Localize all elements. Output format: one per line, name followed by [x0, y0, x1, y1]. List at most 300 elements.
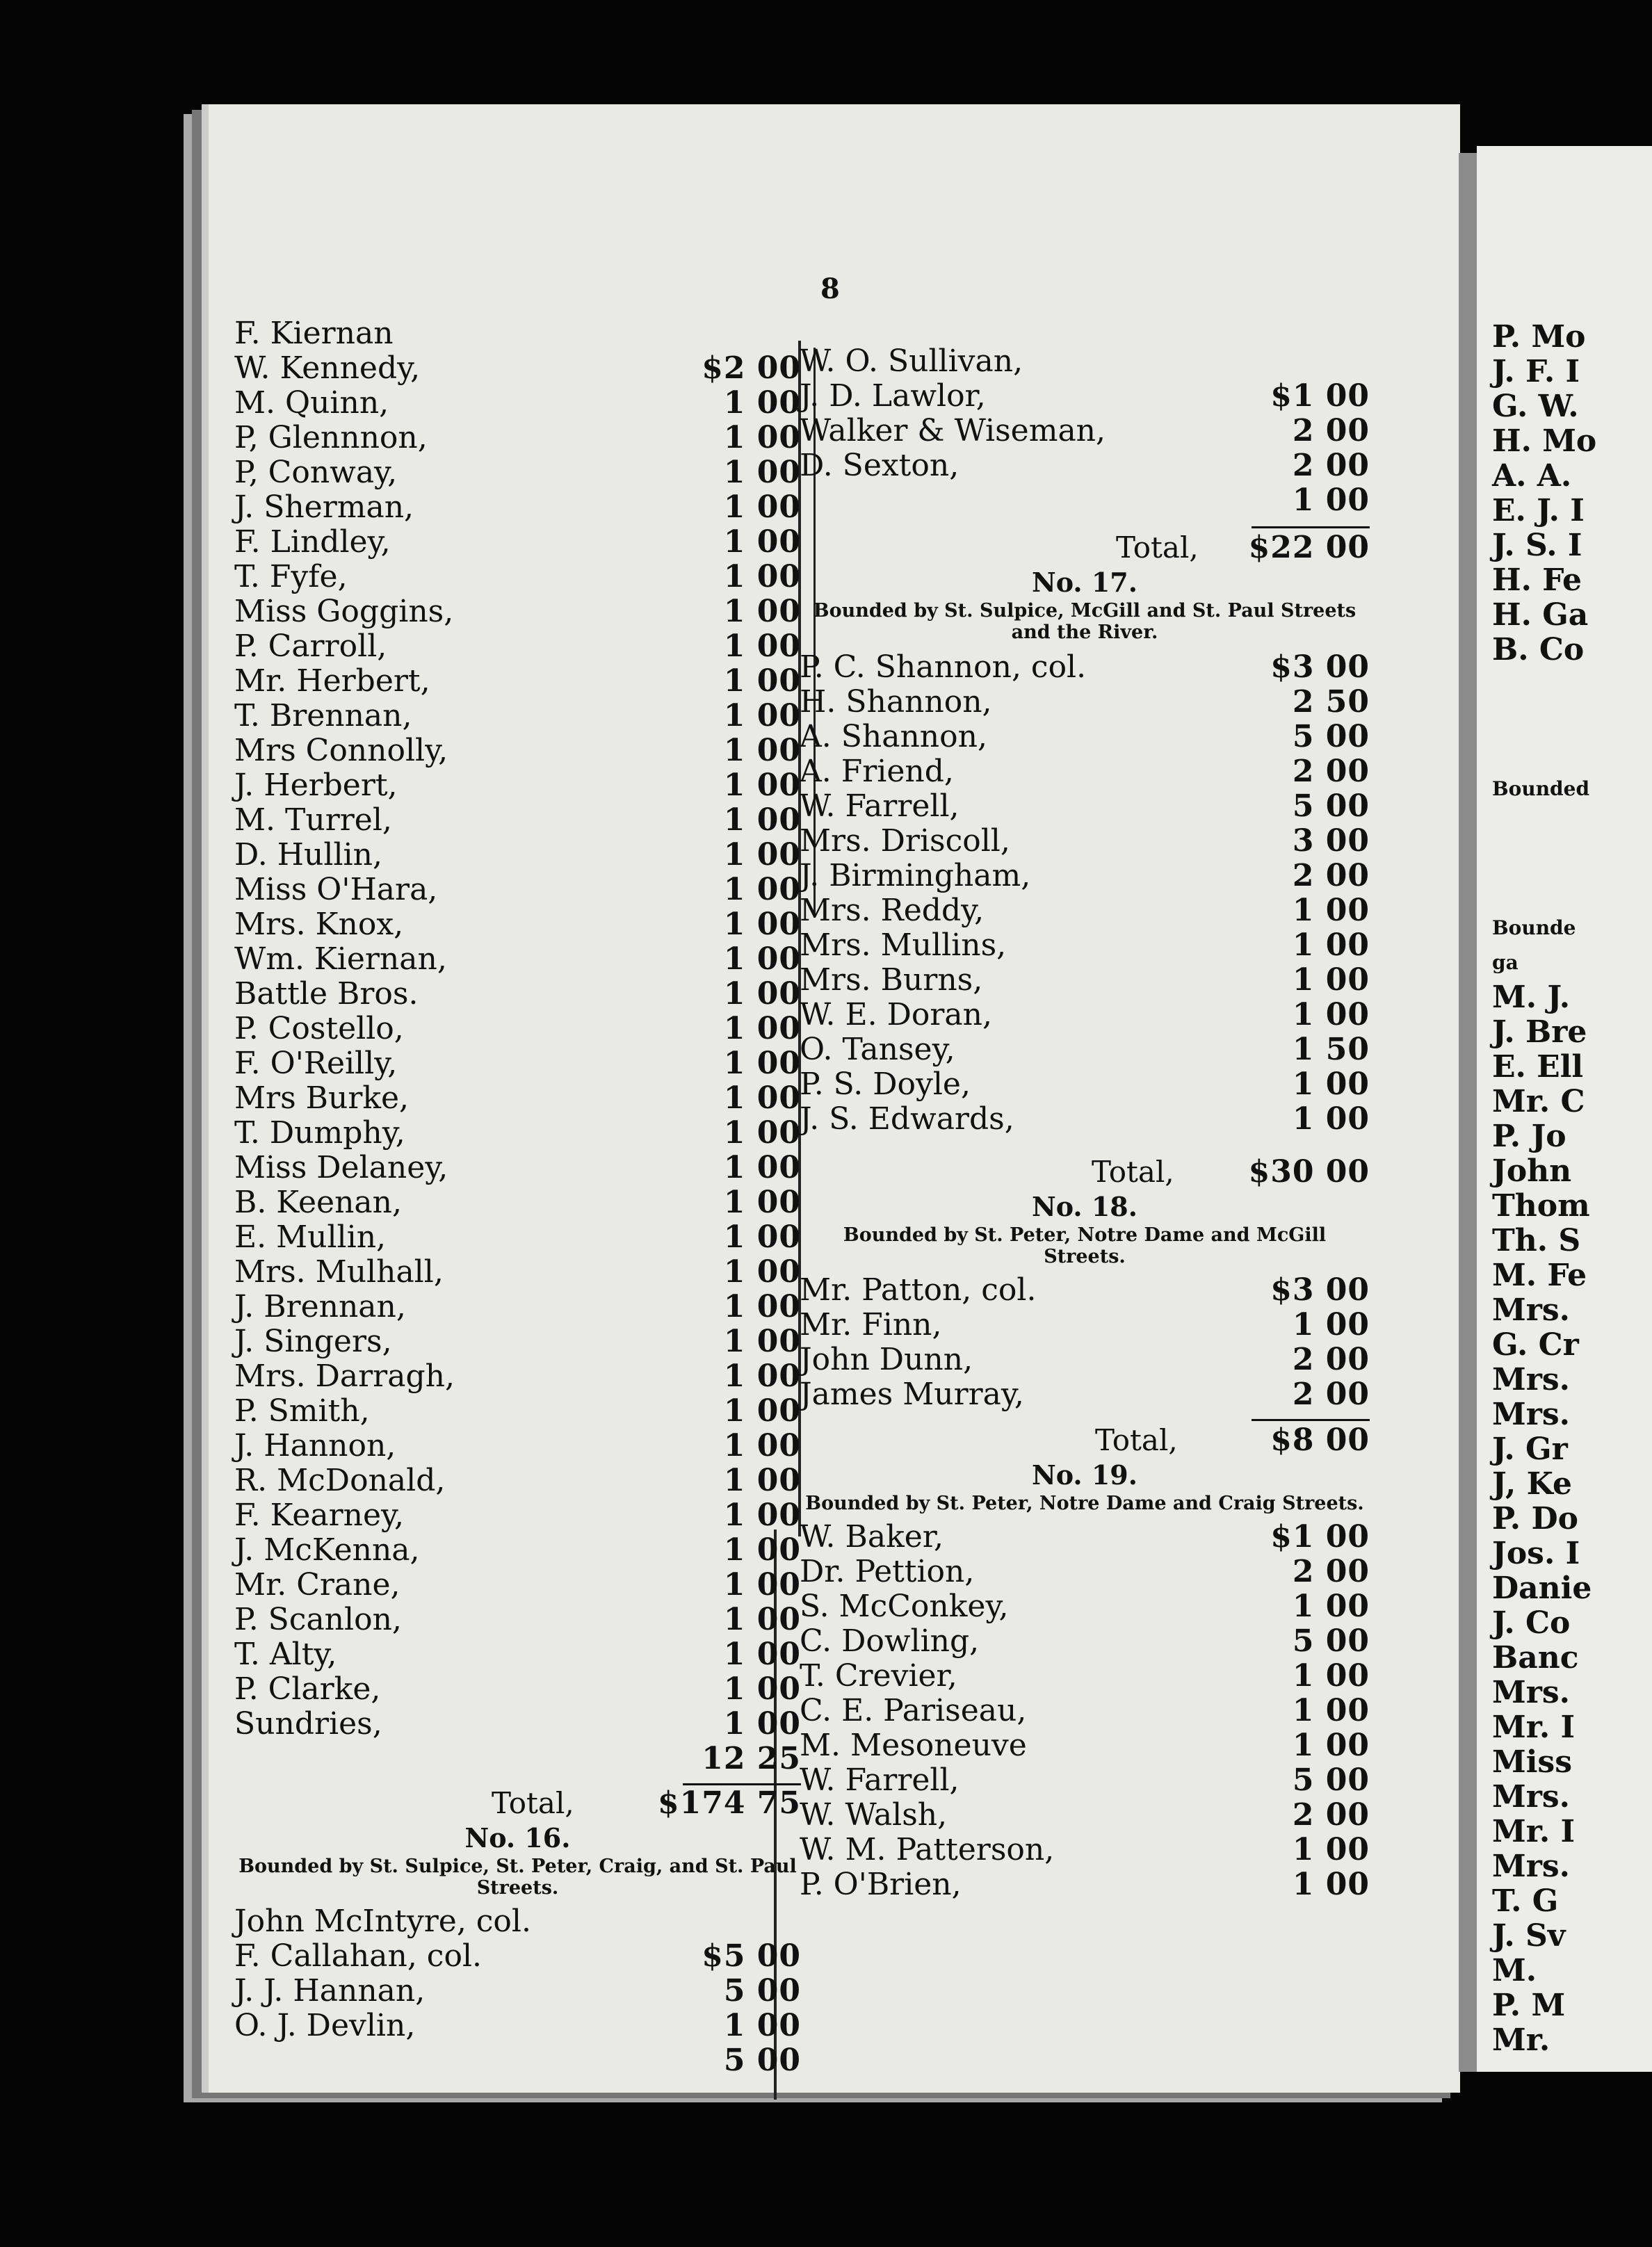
contribution-amount: $1 00 [1270, 378, 1370, 414]
contributor-name: W. Kennedy, [234, 350, 421, 386]
ledger-entry [234, 2009, 801, 2043]
contribution-amount: $3 00 [1270, 1272, 1370, 1308]
contributor-name: Mr. Crane, [234, 1567, 400, 1603]
section-heading: No. 18. [1032, 1191, 1137, 1222]
facing-page-text: Mr. C [1492, 1084, 1585, 1119]
contributor-name: O. J. Devlin, [234, 2008, 416, 2043]
contributor-name: Mrs Burke, [234, 1080, 410, 1116]
total-label: Total, [1116, 530, 1199, 565]
ledger-entry [234, 1290, 801, 1324]
contributor-name: Mr. Herbert, [234, 663, 430, 699]
ledger-entry [800, 754, 1370, 789]
contribution-amount: 1 00 [723, 1463, 801, 1498]
contribution-amount: 1 00 [723, 1498, 801, 1533]
contribution-amount: 2 00 [1292, 754, 1370, 789]
contributor-name: Dr. Pettion, [800, 1554, 975, 1589]
contribution-amount: $2 00 [702, 350, 801, 386]
contributor-name: Battle Bros. [234, 976, 419, 1012]
contributor-name: Mrs. Knox, [234, 907, 404, 942]
facing-page-text [1477, 841, 1652, 876]
contribution-amount: 5 00 [1292, 1623, 1370, 1659]
contributor-name: J. Sherman, [234, 489, 414, 525]
ledger-entry [234, 1742, 801, 1776]
column-1 [234, 316, 801, 2078]
contributor-name: T. Brennan, [234, 698, 412, 733]
contributor-name: H. Shannon, [800, 684, 992, 720]
section-heading: No. 17. [1032, 567, 1137, 598]
ledger-entry [800, 1520, 1370, 1555]
contributor-name: P. S. Doyle, [800, 1066, 971, 1102]
contributor-name: W. Walsh, [800, 1797, 948, 1833]
contributor-name: John Dunn, [800, 1342, 973, 1377]
ledger-entry [234, 1151, 801, 1185]
facing-page-text: Mrs. [1492, 1292, 1570, 1328]
contribution-amount: 1 00 [1292, 1658, 1370, 1694]
contributor-name: T. Crevier, [800, 1658, 957, 1694]
facing-page-text: H. Mo [1492, 423, 1597, 459]
total-label: Total, [1095, 1423, 1178, 1457]
contribution-amount: 2 00 [1292, 1554, 1370, 1589]
ledger-entry [234, 977, 801, 1012]
facing-page-fragment [1477, 146, 1652, 2072]
contributor-name: W. Farrell, [800, 788, 959, 824]
contribution-amount: 5 00 [723, 2043, 801, 2078]
facing-page-text: G. W. [1492, 389, 1579, 424]
contributor-name: J. S. Edwards, [800, 1101, 1014, 1137]
contribution-amount: 1 00 [723, 628, 801, 664]
ledger-entry [800, 1067, 1370, 1102]
ledger-entry [234, 1568, 801, 1603]
contributor-name: Mrs. Mulhall, [234, 1254, 444, 1290]
ledger-entry [234, 1012, 801, 1046]
ledger-entry [800, 963, 1370, 998]
contributor-name: C. Dowling, [800, 1623, 980, 1659]
ledger-entry [234, 629, 801, 664]
facing-page-text: H. Ga [1492, 597, 1589, 633]
contributor-name: Miss Goggins, [234, 594, 454, 629]
facing-page-text: Mrs. [1492, 1675, 1570, 1710]
contribution-amount: $5 00 [702, 1938, 801, 1974]
contribution-amount: 1 00 [723, 420, 801, 455]
ledger-entry [234, 907, 801, 942]
contribution-amount: 1 00 [723, 1046, 801, 1081]
contributor-name: W. Baker, [800, 1519, 944, 1555]
contributor-name: Miss O'Hara, [234, 872, 438, 907]
contribution-amount: 1 00 [723, 1219, 801, 1255]
ledger-entry [234, 1498, 801, 1533]
contributor-name: Mrs. Reddy, [800, 893, 985, 928]
facing-page-text: P. Mo [1492, 319, 1586, 355]
contributor-name: P. C. Shannon, col. [800, 649, 1087, 685]
contributor-name: J. Singers, [234, 1324, 392, 1359]
ledger-entry [800, 1798, 1370, 1833]
contribution-amount: 2 00 [1292, 1342, 1370, 1377]
facing-page-text: P. Jo [1492, 1119, 1566, 1154]
ledger-entry [234, 1939, 801, 1974]
contributor-name: Mrs. Burns, [800, 962, 983, 998]
facing-page-text: M. [1492, 1953, 1537, 1988]
facing-page-text: Mrs. [1492, 1362, 1570, 1397]
contributor-name: A. Friend, [800, 754, 954, 789]
contributor-name: Wm. Kiernan, [234, 941, 447, 977]
facing-page-text: Jos. I [1492, 1536, 1580, 1571]
ledger-entry [234, 594, 801, 629]
ledger-entry [800, 1763, 1370, 1798]
contributor-name: B. Keenan, [234, 1185, 402, 1220]
facing-page-text: J. F. I [1492, 354, 1580, 389]
contributor-name: P, Conway, [234, 455, 398, 490]
facing-page-text: J. Sv [1492, 1918, 1566, 1954]
contribution-amount: 1 00 [723, 1706, 801, 1742]
contribution-amount: 1 00 [723, 872, 801, 907]
contribution-amount: 1 00 [723, 1532, 801, 1568]
contribution-amount: $3 00 [1270, 649, 1370, 685]
contributor-name: F. Kearney, [234, 1498, 405, 1533]
ledger-entry [234, 838, 801, 873]
contributor-name: F. Lindley, [234, 524, 391, 560]
ledger-entry [800, 685, 1370, 720]
contributor-name: F. Callahan, col. [234, 1938, 482, 1974]
ledger-entry [234, 1463, 801, 1498]
section-heading: No. 16. [464, 1822, 571, 1853]
contribution-amount: 12 25 [702, 1741, 801, 1776]
contribution-amount: 2 00 [1292, 1797, 1370, 1833]
contributor-name: T. Dumphy, [234, 1115, 405, 1151]
contributor-name: W. O. Sullivan, [800, 343, 1023, 379]
contributor-name: Sundries, [234, 1706, 382, 1742]
contributor-name: M. Mesoneuve [800, 1728, 1027, 1763]
ledger-entry [800, 1273, 1370, 1308]
ledger-entry [234, 1046, 801, 1081]
section-bounds: Bounded by St. Peter, Notre Dame and Craig Streets. [805, 1493, 1364, 1514]
ledger-entry [234, 1603, 801, 1637]
facing-page-text: Mr. [1492, 2022, 1550, 2058]
contribution-amount: 1 00 [723, 524, 801, 560]
total-label: Total, [1092, 1155, 1174, 1189]
section-heading: No. 19. [1032, 1459, 1137, 1491]
contributor-name: J. Hannon, [234, 1428, 396, 1463]
facing-page-text [1477, 737, 1652, 772]
total-label: Total, [492, 1786, 574, 1820]
ledger-entry [234, 1904, 801, 1939]
total-amount: $8 00 [1270, 1422, 1370, 1458]
facing-page-text: Th. S [1492, 1223, 1581, 1258]
ledger-entry [800, 1659, 1370, 1694]
ledger-entry [800, 1694, 1370, 1728]
contribution-amount: 1 00 [723, 1254, 801, 1290]
ledger-entry [234, 942, 801, 977]
section-bounds: Bounded by St. Peter, Notre Dame and McGill Streets. [843, 1224, 1327, 1267]
contribution-amount: 1 00 [723, 559, 801, 594]
contributor-name: Mrs. Driscoll, [800, 823, 1010, 859]
contribution-amount: 1 00 [723, 594, 801, 629]
contribution-amount: 1 00 [723, 1637, 801, 1672]
facing-page-text: E. J. I [1492, 493, 1585, 528]
ledger-entry [800, 1589, 1370, 1624]
contribution-amount: 2 00 [1292, 858, 1370, 893]
contribution-amount: 1 00 [723, 489, 801, 525]
contribution-amount: 5 00 [723, 1973, 801, 2009]
contributor-name: Mr. Patton, col. [800, 1272, 1037, 1308]
contribution-amount: 1 00 [1292, 1832, 1370, 1867]
facing-page-text [1477, 702, 1652, 737]
ledger-entry [234, 421, 801, 455]
facing-page-text: E. Ell [1492, 1049, 1584, 1085]
ledger-entry [234, 1116, 801, 1151]
contribution-amount: 2 00 [1292, 1377, 1370, 1412]
contributor-name: W. Farrell, [800, 1762, 959, 1798]
ledger-entry [234, 525, 801, 560]
total-amount: $30 00 [1248, 1154, 1370, 1190]
contributor-name: W. E. Doran, [800, 997, 992, 1032]
facing-page-text: G. Cr [1492, 1327, 1579, 1363]
contribution-amount: 1 00 [1292, 927, 1370, 963]
contributor-name: T. Alty, [234, 1637, 337, 1672]
ledger-entry [234, 733, 801, 768]
contributor-name: C. E. Pariseau, [800, 1693, 1027, 1728]
contributor-name: P. Costello, [234, 1011, 404, 1046]
contribution-amount: 1 00 [723, 1428, 801, 1463]
contributor-name: J. McKenna, [234, 1532, 420, 1568]
contributor-name: P. O'Brien, [800, 1867, 962, 1902]
ledger-entry [800, 720, 1370, 754]
ledger-entry [234, 873, 801, 907]
ledger-entry [800, 1624, 1370, 1659]
contribution-amount: 1 00 [723, 1602, 801, 1637]
facing-page-text: A. A. [1492, 458, 1572, 494]
contribution-amount: 1 00 [723, 907, 801, 942]
contributor-name: Mrs. Mullins, [800, 927, 1007, 963]
contribution-amount: 1 00 [723, 455, 801, 490]
contribution-amount: 1 00 [1292, 893, 1370, 928]
contributor-name: J. Herbert, [234, 768, 398, 803]
facing-page-text: J, Ke [1492, 1466, 1572, 1502]
ledger-entry [234, 664, 801, 699]
facing-page-text: H. Fe [1492, 562, 1582, 598]
facing-page-text: Bounde [1492, 916, 1576, 939]
ledger-entry [800, 414, 1370, 448]
contribution-amount: 1 00 [723, 733, 801, 768]
ledger-entry [800, 893, 1370, 928]
contributor-name: John McIntyre, col. [234, 1904, 531, 1939]
facing-page-text: J. Co [1492, 1605, 1571, 1641]
ledger-entry [800, 928, 1370, 963]
ledger-entry [800, 1032, 1370, 1067]
contribution-amount: 1 00 [1292, 1101, 1370, 1137]
ledger-entry [234, 316, 801, 351]
contribution-amount: 1 00 [723, 941, 801, 977]
contribution-amount: 1 00 [723, 1080, 801, 1116]
facing-page-text: Mrs. [1492, 1397, 1570, 1432]
contribution-amount: 1 00 [723, 802, 801, 838]
contributor-name: F. Kiernan [234, 316, 394, 351]
ledger-entry [234, 1533, 801, 1568]
contributor-name: Mrs Connolly, [234, 733, 448, 768]
ledger-entry [800, 483, 1370, 518]
ledger-entry [800, 859, 1370, 893]
contributor-name: J. Birmingham, [800, 858, 1031, 893]
contribution-amount: 1 00 [1292, 1307, 1370, 1342]
facing-page-text: John [1492, 1153, 1572, 1189]
facing-page-text: P. Do [1492, 1501, 1578, 1536]
facing-page-text: Miss [1492, 1744, 1572, 1780]
contribution-amount: 1 00 [723, 1289, 801, 1324]
contributor-name: F. O'Reilly, [234, 1046, 398, 1081]
ledger-entry [800, 1308, 1370, 1342]
ledger-entry [234, 1220, 801, 1255]
contribution-amount: 1 00 [1292, 997, 1370, 1032]
contributor-name: M. Turrel, [234, 802, 392, 838]
contribution-amount: 1 00 [1292, 962, 1370, 998]
contributor-name: P. Carroll, [234, 628, 387, 664]
ledger-entry [800, 1867, 1370, 1902]
ledger-entry [800, 344, 1370, 379]
contribution-amount: 1 00 [723, 1150, 801, 1185]
ledger-entry [234, 1394, 801, 1429]
contribution-amount: 1 00 [1292, 1066, 1370, 1102]
contribution-amount: 1 00 [723, 837, 801, 873]
contribution-amount: $1 00 [1270, 1519, 1370, 1555]
contribution-amount: 5 00 [1292, 1762, 1370, 1798]
contribution-amount: 1 00 [723, 663, 801, 699]
facing-page-text [1477, 667, 1652, 702]
ledger-entry [234, 1707, 801, 1742]
facing-page-text: B. Co [1492, 632, 1585, 667]
contributor-name: Mr. Finn, [800, 1307, 942, 1342]
ledger-entry [234, 560, 801, 594]
ledger-entry [234, 455, 801, 490]
ledger-entry [234, 386, 801, 421]
ledger-entry [800, 1102, 1370, 1137]
contributor-name: P, Glennnon, [234, 420, 428, 455]
facing-page-text [1477, 806, 1652, 841]
ledger-entry [234, 1974, 801, 2009]
ledger-entry [234, 1081, 801, 1116]
contributor-name: Mrs. Darragh, [234, 1358, 455, 1394]
contribution-amount: 1 00 [723, 1671, 801, 1707]
facing-page-text: Mrs. [1492, 1849, 1570, 1884]
contributor-name: James Murray, [800, 1377, 1024, 1412]
facing-page-text: J. S. I [1492, 528, 1582, 563]
ledger-entry [234, 1185, 801, 1220]
contributor-name: W. M. Patterson, [800, 1832, 1055, 1867]
facing-page-text: Danie [1492, 1571, 1592, 1606]
contribution-amount: 1 00 [1292, 1693, 1370, 1728]
facing-page-text: J. Gr [1492, 1431, 1568, 1467]
ledger-entry [800, 448, 1370, 483]
contribution-amount: 1 00 [723, 1115, 801, 1151]
facing-page-text: Mrs. [1492, 1779, 1570, 1815]
contribution-amount: 1 00 [1292, 1867, 1370, 1902]
ledger-entry [234, 803, 801, 838]
ledger-entry [234, 2043, 801, 2078]
total-amount: $22 00 [1248, 530, 1370, 565]
contributor-name: O. Tansey, [800, 1032, 955, 1067]
ledger-entry [800, 1342, 1370, 1377]
contribution-amount: 1 00 [1292, 482, 1370, 518]
ledger-entry [800, 1377, 1370, 1412]
ledger-entry [234, 1255, 801, 1290]
ledger-entry [800, 998, 1370, 1032]
contribution-amount: 1 00 [723, 1185, 801, 1220]
contribution-amount: 1 00 [723, 1324, 801, 1359]
contributor-name: A. Shannon, [800, 719, 987, 754]
contribution-amount: 1 50 [1292, 1032, 1370, 1067]
ledger-entry [800, 789, 1370, 824]
contribution-amount: 1 00 [723, 1011, 801, 1046]
contributor-name: D. Hullin, [234, 837, 382, 873]
ledger-entry [800, 1728, 1370, 1763]
contributor-name: D. Sexton, [800, 448, 959, 483]
ledger-entry [800, 379, 1370, 414]
contributor-name: J. D. Lawlor, [800, 378, 986, 414]
contribution-amount: 1 00 [1292, 1589, 1370, 1624]
contribution-amount: 3 00 [1292, 823, 1370, 859]
contributor-name: J. J. Hannan, [234, 1973, 426, 2009]
contributor-name: Miss Delaney, [234, 1150, 448, 1185]
facing-page-text: T. G [1492, 1883, 1559, 1919]
facing-page-text: J. Bre [1492, 1014, 1587, 1050]
contributor-name: M. Quinn, [234, 385, 389, 421]
contribution-amount: 1 00 [723, 1567, 801, 1603]
contribution-amount: 2 00 [1292, 413, 1370, 448]
facing-page-text: M. Fe [1492, 1258, 1587, 1293]
facing-page-text: P. M [1492, 1988, 1566, 2023]
contributor-name: E. Mullin, [234, 1219, 387, 1255]
total-amount: $174 75 [657, 1785, 801, 1821]
contribution-amount: 1 00 [723, 768, 801, 803]
contributor-name: P. Clarke, [234, 1671, 381, 1707]
ledger-entry [234, 699, 801, 733]
contribution-amount: 2 00 [1292, 448, 1370, 483]
contributor-name: Walker & Wiseman, [800, 413, 1106, 448]
contributor-name: P. Smith, [234, 1393, 370, 1429]
contribution-amount: 5 00 [1292, 719, 1370, 754]
section-bounds: Bounded by St. Sulpice, St. Peter, Craig, and St. Paul Streets. [238, 1856, 797, 1899]
ledger-entry [234, 351, 801, 386]
contribution-amount: 2 50 [1292, 684, 1370, 720]
ledger-entry [234, 1359, 801, 1394]
contribution-amount: 1 00 [723, 698, 801, 733]
facing-page-text: ga [1492, 951, 1519, 974]
facing-page-text: M. J. [1492, 980, 1571, 1015]
contributor-name: S. McConkey, [800, 1589, 1009, 1624]
facing-page-text: Mr. I [1492, 1814, 1576, 1849]
contribution-amount: 1 00 [723, 1358, 801, 1394]
contributor-name: J. Brennan, [234, 1289, 406, 1324]
contribution-amount: 1 00 [723, 1393, 801, 1429]
ledger-entry [800, 824, 1370, 859]
facing-page-text: Mr. I [1492, 1710, 1576, 1745]
facing-page-text: Banc [1492, 1640, 1579, 1676]
ledger-entry [800, 1555, 1370, 1589]
contribution-amount: 5 00 [1292, 788, 1370, 824]
contributor-name: P. Scanlon, [234, 1602, 402, 1637]
ledger-entry [234, 490, 801, 525]
column-2 [800, 344, 1370, 1902]
facing-page-text: Thom [1492, 1188, 1590, 1224]
facing-page-text: Bounded [1492, 777, 1590, 800]
section-bounds: Bounded by St. Sulpice, McGill and St. Paul Streets and the River. [813, 600, 1357, 643]
contribution-amount: 1 00 [1292, 1728, 1370, 1763]
contributor-name: R. McDonald, [234, 1463, 446, 1498]
ledger-entry [234, 1429, 801, 1463]
facing-page-text [1477, 876, 1652, 911]
ledger-entry [800, 1833, 1370, 1867]
ledger-entry [234, 1324, 801, 1359]
contribution-amount: 1 00 [723, 385, 801, 421]
ledger-entry [234, 1637, 801, 1672]
